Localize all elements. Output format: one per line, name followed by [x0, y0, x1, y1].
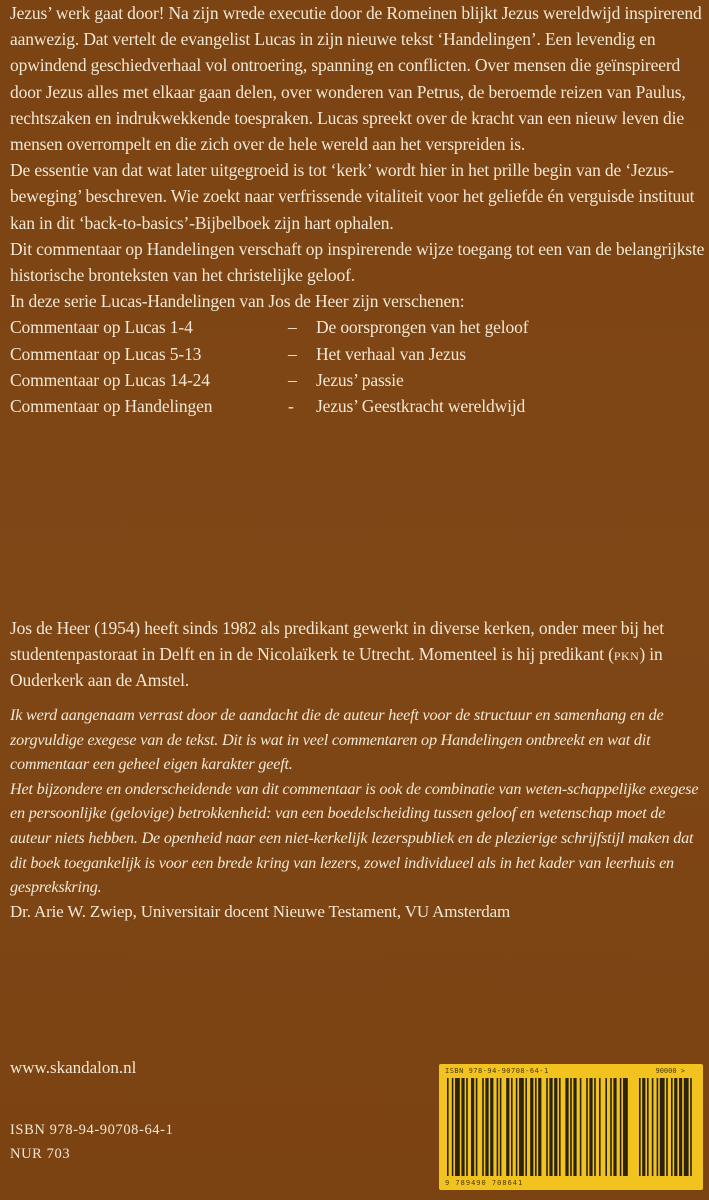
series-title: Commentaar op Lucas 5-13	[10, 343, 202, 364]
quote-paragraph: Ik werd aangenaam verrast door de aandacht die de auteur heeft voor de structuur en samenhang en de zorgvuldige exegese van de tekst. Dit is wat in veel commentaren op Handelingen ontbreekt en wat dit commentaar een geheel eigen karakter geeft.	[10, 706, 664, 774]
barcode-addon-bar	[652, 1078, 654, 1176]
barcode-addon-bar	[647, 1078, 649, 1176]
barcode-addon-bar	[666, 1078, 668, 1176]
barcode-bar	[485, 1078, 488, 1176]
barcode-bar	[530, 1078, 533, 1176]
barcode-addon-bar	[674, 1078, 677, 1176]
barcode-addon-bar	[657, 1078, 659, 1176]
series-subtitle: Het verhaal van Jezus	[316, 343, 466, 364]
barcode-bar	[511, 1078, 513, 1176]
church-abbreviation: pkn	[613, 644, 640, 665]
barcode-addon-bar	[690, 1078, 692, 1176]
publisher-website: www.skandalon.nl	[10, 1058, 137, 1077]
barcode-icon	[439, 1064, 703, 1190]
barcode-bar	[559, 1078, 561, 1176]
barcode-bar	[506, 1078, 509, 1176]
barcode-bar	[623, 1078, 628, 1176]
series-intro: In deze serie Lucas-Handelingen van Jos de Heer zijn verschenen:	[10, 291, 465, 312]
barcode-bar	[452, 1078, 454, 1176]
barcode-bar	[476, 1078, 478, 1176]
blurb-paragraph: De essentie van dat wat later uitgegroeid is tot ‘kerk’ wordt hier in het prille begin van de ‘Jezus-beweging’ beschreven. Wie zoekt naar verfrissende vitaliteit voor het geliefde én verguisde instituut kan in dit ‘back-to-basics’-Bijbelboek zijn hart ophalen.	[10, 160, 695, 233]
barcode-bar	[516, 1078, 518, 1176]
barcode-bar	[594, 1078, 596, 1176]
list-item	[10, 341, 705, 367]
author-bio	[10, 615, 705, 694]
series-list	[10, 314, 705, 419]
barcode-addon-bar	[671, 1078, 673, 1176]
blurb	[10, 0, 705, 419]
barcode-digits: 9 789490 708641	[445, 1179, 524, 1187]
barcode-bar	[605, 1078, 607, 1176]
bio-text: ) in Ouderkerk aan de Amstel.	[10, 644, 663, 691]
barcode-bar	[620, 1078, 622, 1176]
barcode-bar	[466, 1078, 468, 1176]
barcode-bar	[570, 1078, 572, 1176]
series-subtitle: De oorsprongen van het geloof	[316, 317, 529, 338]
quote-paragraph: Het bijzondere en onderscheidende van dit commentaar is ook de combinatie van weten-schappelijke exegese en persoonlijke (gelovige) betrokkenheid: van een boedelscheiding tussen geloof en wetenschap moet de auteur niets hebben. De openheid naar een niet-kerkelijk lezerspubliek en de plezierige schrijfstijl maken dat dit boek toegankelijk is voor een brede kring van lezers, zowel individueel als in het kader van leerhuis en gesprekskring.	[10, 779, 699, 897]
series-dash: –	[288, 369, 297, 390]
barcode-bar	[525, 1078, 527, 1176]
barcode-bar	[554, 1078, 557, 1176]
series-subtitle: Jezus’ Geestkracht wereldwijd	[316, 396, 526, 417]
bio-text: Jos de Heer (1954) heeft sinds 1982 als predikant gewerkt in diverse kerken, onder meer bij het studentenpastoraat in Delft en in de Nicolaïkerk te Utrecht. Momenteel is hij predikant (	[10, 618, 664, 665]
barcode-bar	[471, 1078, 474, 1176]
barcode-bar	[580, 1078, 582, 1176]
quote-attribution: Dr. Arie W. Zwiep, Universitair docent Nieuwe Testament, VU Amsterdam	[10, 901, 511, 921]
barcode-bar	[482, 1078, 484, 1176]
barcode-addon-bar	[660, 1078, 665, 1176]
barcode-bar	[538, 1078, 541, 1176]
barcode-sticker	[439, 1064, 703, 1190]
barcode-bar	[599, 1078, 601, 1176]
barcode-bar	[589, 1078, 592, 1176]
barcode-bar	[455, 1078, 460, 1176]
series-dash: –	[288, 317, 297, 338]
series-title: Commentaar op Lucas 1-4	[10, 317, 193, 338]
endorsement-quote	[10, 703, 705, 924]
barcode-bar	[549, 1078, 552, 1176]
barcode-bar	[565, 1078, 568, 1176]
barcode-addon-text: 90000 >	[655, 1067, 685, 1075]
barcode-bar	[447, 1078, 449, 1176]
author-bio-text	[10, 615, 705, 694]
series-title: Commentaar op Lucas 14-24	[10, 369, 210, 390]
barcode-addon-bar	[639, 1078, 641, 1176]
list-item	[10, 314, 705, 340]
isbn-number: ISBN 978-94-90708-64-1	[10, 1122, 174, 1138]
blurb-paragraph: Dit commentaar op Handelingen verschaft op inspirerende wijze toegang tot een van de belangrijkste historische bronteksten van het christelijke geloof.	[10, 238, 705, 286]
series-title: Commentaar op Handelingen	[10, 396, 213, 417]
barcode-bar	[610, 1078, 612, 1176]
series-dash: -	[288, 396, 294, 417]
list-item	[10, 393, 705, 419]
series-subtitle: Jezus’ passie	[316, 369, 404, 390]
barcode-bar	[490, 1078, 493, 1176]
barcode-bar	[546, 1078, 548, 1176]
barcode-bar	[573, 1078, 576, 1176]
barcode-bar	[535, 1078, 537, 1176]
barcode-bar	[497, 1078, 499, 1176]
barcode-bar	[500, 1078, 502, 1176]
series-dash: –	[288, 343, 297, 364]
barcode-bar	[519, 1078, 524, 1176]
barcode-isbn-text: ISBN 978-94-90708-64-1	[445, 1067, 549, 1075]
barcode-bar	[461, 1078, 464, 1176]
barcode-addon-bar	[642, 1078, 645, 1176]
list-item	[10, 367, 705, 393]
nur-code: NUR 703	[10, 1146, 71, 1162]
barcode-addon-bar	[684, 1078, 689, 1176]
book-metadata	[10, 1118, 173, 1166]
barcode-bar	[586, 1078, 588, 1176]
blurb-paragraph: Jezus’ werk gaat door! Na zijn wrede executie door de Romeinen blijkt Jezus wereldwijd inspirerend aanwezig. Dat vertelt de evangelist Lucas in zijn nieuwe tekst ‘Handelingen’. Een levendig en opwindend geschiedverhaal vol ontroering, spanning en conflicten. Over mensen die geïnspireerd door Jezus alles met elkaar gaan delen, over wonderen van Petrus, de beroemde reizen van Paulus, rechtszaken en indrukwekkende toespraken. Lucas spreekt over de kracht van een nieuw leven die mensen overrompelt en die zich over de hele wereld aan het verspreiden is.	[10, 3, 702, 155]
barcode-addon-bar	[679, 1078, 682, 1176]
barcode-bar	[613, 1078, 616, 1176]
